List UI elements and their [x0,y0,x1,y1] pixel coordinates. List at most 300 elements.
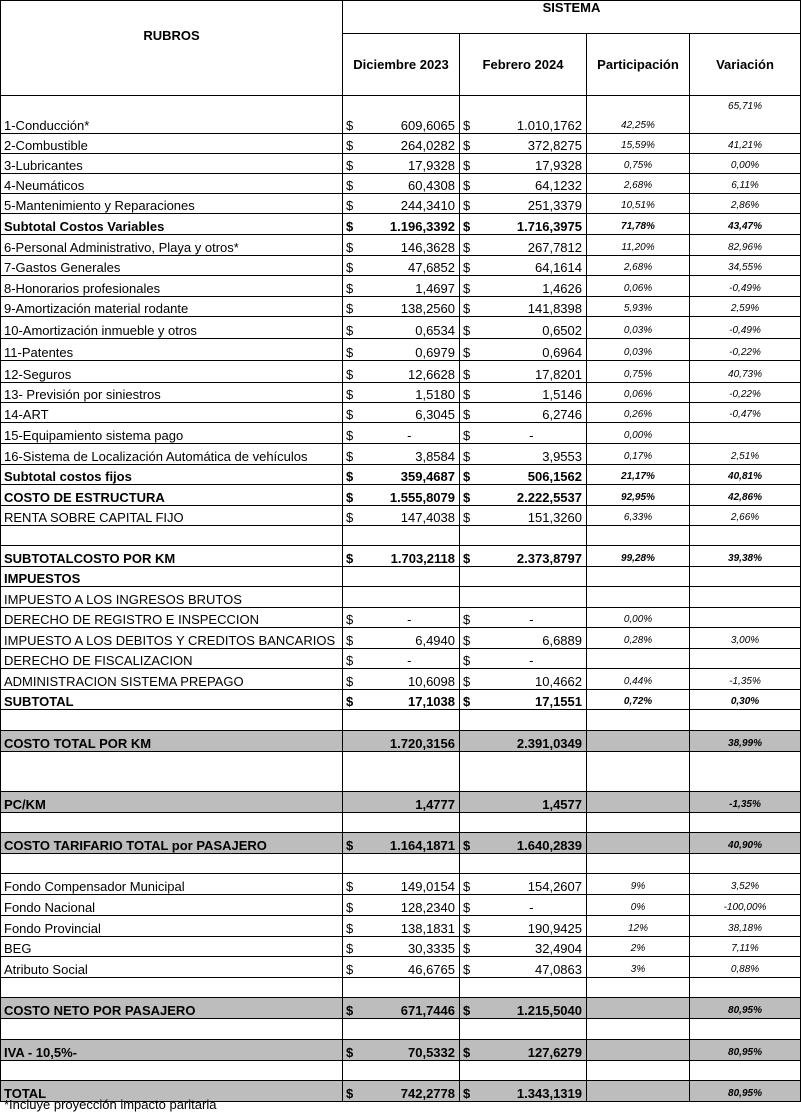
participacion-value: 5,93% [587,297,690,317]
dollar-sign: $ [343,506,360,526]
participacion-value: 0,06% [587,276,690,297]
value-feb-2024: 190,9425 [477,916,587,937]
value-feb-2024 [477,567,587,587]
value-dic-2023: 742,2778 [360,1081,460,1102]
value-dic-2023: - [360,649,460,669]
dollar-sign [460,752,477,792]
dollar-sign: $ [460,361,477,383]
participacion-value [587,567,690,587]
variacion-value [690,1061,801,1081]
table-row [1,361,801,383]
value-feb-2024: 506,1562 [477,465,587,485]
value-dic-2023: 128,2340 [360,895,460,916]
dollar-sign [343,978,360,998]
dollar-sign [343,813,360,833]
dollar-sign [460,710,477,731]
dollar-sign [460,978,477,998]
row-label: Subtotal Costos Variables [1,214,343,235]
participacion-value: 15,59% [587,134,690,154]
table-row [1,792,801,813]
participacion-value: 0,03% [587,339,690,361]
variacion-value: 39,38% [690,546,801,567]
dollar-sign: $ [460,895,477,916]
row-label: IMPUESTO A LOS INGRESOS BRUTOS [1,587,343,608]
dollar-sign: $ [343,339,360,361]
dollar-sign: $ [343,214,360,235]
variacion-value: 7,11% [690,937,801,957]
dollar-sign [343,710,360,731]
table-row [1,874,801,895]
table-row [1,194,801,214]
value-dic-2023: 70,5332 [360,1040,460,1061]
dollar-sign: $ [460,628,477,649]
variacion-value: 80,95% [690,1040,801,1061]
participacion-value: 42,25% [587,96,690,134]
row-label [1,526,343,546]
dollar-sign: $ [343,465,360,485]
value-feb-2024 [477,854,587,874]
header-diciembre-2023: Diciembre 2023 [343,34,460,96]
dollar-sign: $ [343,1040,360,1061]
table-row [1,752,801,792]
row-label: COSTO TOTAL POR KM [1,731,343,752]
participacion-value: 0% [587,895,690,916]
table-row [1,154,801,174]
value-dic-2023 [360,526,460,546]
table-row [1,235,801,256]
dollar-sign: $ [460,937,477,957]
dollar-sign: $ [343,937,360,957]
variacion-value: -0,47% [690,403,801,423]
table-row [1,813,801,833]
variacion-value: 3,52% [690,874,801,895]
variacion-value: 80,95% [690,998,801,1019]
dollar-sign: $ [343,235,360,256]
variacion-value: 65,71% [690,96,801,134]
value-dic-2023 [360,1019,460,1040]
value-feb-2024: 1,5146 [477,383,587,403]
dollar-sign: $ [343,895,360,916]
participacion-value: 2,68% [587,256,690,276]
dollar-sign: $ [460,256,477,276]
value-feb-2024: - [477,608,587,628]
value-dic-2023: 10,6098 [360,669,460,690]
header-rubros: RUBROS [1,1,343,96]
dollar-sign: $ [460,235,477,256]
table-row [1,174,801,194]
variacion-value: 40,90% [690,833,801,854]
dollar-sign: $ [343,383,360,403]
value-dic-2023: - [360,608,460,628]
variacion-value: -0,49% [690,276,801,297]
dollar-sign: $ [460,423,477,444]
row-label: DERECHO DE FISCALIZACION [1,649,343,669]
row-label: Fondo Nacional [1,895,343,916]
value-feb-2024 [477,978,587,998]
variacion-value: 2,86% [690,194,801,214]
dollar-sign: $ [343,276,360,297]
value-dic-2023: 147,4038 [360,506,460,526]
value-feb-2024 [477,1061,587,1081]
dollar-sign: $ [460,96,477,134]
value-dic-2023: 671,7446 [360,998,460,1019]
value-feb-2024: 64,1232 [477,174,587,194]
dollar-sign [460,854,477,874]
dollar-sign: $ [343,608,360,628]
dollar-sign: $ [343,444,360,465]
value-feb-2024: 6,6889 [477,628,587,649]
dollar-sign [343,1019,360,1040]
participacion-value [587,978,690,998]
value-feb-2024: 251,3379 [477,194,587,214]
row-label: 13- Previsión por siniestros [1,383,343,403]
participacion-value: 0,75% [587,154,690,174]
dollar-sign: $ [460,690,477,710]
dollar-sign: $ [343,297,360,317]
variacion-value: 34,55% [690,256,801,276]
participacion-value [587,1019,690,1040]
dollar-sign: $ [343,361,360,383]
value-dic-2023: 359,4687 [360,465,460,485]
variacion-value: 0,30% [690,690,801,710]
value-dic-2023 [360,813,460,833]
participacion-value: 0,00% [587,423,690,444]
value-feb-2024: 2.222,5537 [477,485,587,506]
table-row [1,916,801,937]
participacion-value: 0,00% [587,608,690,628]
participacion-value [587,792,690,813]
dollar-sign [460,792,477,813]
row-label: 4-Neumáticos [1,174,343,194]
variacion-value [690,710,801,731]
table-row [1,256,801,276]
table-row [1,297,801,317]
header-febrero-2024: Febrero 2024 [460,34,587,96]
dollar-sign: $ [343,423,360,444]
variacion-value [690,854,801,874]
row-label: Fondo Compensador Municipal [1,874,343,895]
participacion-value [587,1081,690,1102]
value-dic-2023: 46,6765 [360,957,460,978]
participacion-value [587,649,690,669]
variacion-value: -0,49% [690,317,801,339]
participacion-value: 71,78% [587,214,690,235]
table-row [1,854,801,874]
value-feb-2024: 1.215,5040 [477,998,587,1019]
value-feb-2024: 1.010,1762 [477,96,587,134]
row-label: 7-Gastos Generales [1,256,343,276]
variacion-value [690,1019,801,1040]
value-dic-2023: 17,9328 [360,154,460,174]
value-dic-2023: 6,3045 [360,403,460,423]
value-feb-2024 [477,526,587,546]
header-sistema: SISTEMA [343,1,801,34]
participacion-value: 92,95% [587,485,690,506]
dollar-sign: $ [460,134,477,154]
row-label: 1-Conducción* [1,96,343,134]
row-label: RENTA SOBRE CAPITAL FIJO [1,506,343,526]
value-dic-2023 [360,752,460,792]
value-feb-2024: 1.640,2839 [477,833,587,854]
participacion-value: 11,20% [587,235,690,256]
participacion-value: 0,28% [587,628,690,649]
value-feb-2024: - [477,423,587,444]
dollar-sign: $ [460,339,477,361]
dollar-sign: $ [460,957,477,978]
dollar-sign: $ [343,485,360,506]
value-feb-2024: 0,6964 [477,339,587,361]
row-label: PC/KM [1,792,343,813]
dollar-sign: $ [343,649,360,669]
value-dic-2023: 609,6065 [360,96,460,134]
variacion-value: -0,22% [690,383,801,403]
dollar-sign [343,1061,360,1081]
table-row [1,937,801,957]
value-dic-2023: 17,1038 [360,690,460,710]
row-label: SUBTOTALCOSTO POR KM [1,546,343,567]
row-label: BEG [1,937,343,957]
row-label: 10-Amortización inmueble y otros [1,317,343,339]
table-row [1,628,801,649]
table-row [1,276,801,297]
row-label [1,1061,343,1081]
variacion-value [690,526,801,546]
dollar-sign: $ [343,957,360,978]
header-variacion: Variación [690,34,801,96]
value-feb-2024: 151,3260 [477,506,587,526]
value-dic-2023: 1.196,3392 [360,214,460,235]
value-dic-2023: - [360,423,460,444]
participacion-value [587,833,690,854]
table-row [1,608,801,628]
variacion-value: 40,81% [690,465,801,485]
table-row [1,546,801,567]
table-row [1,731,801,752]
dollar-sign: $ [460,154,477,174]
dollar-sign: $ [343,916,360,937]
participacion-value: 6,33% [587,506,690,526]
row-label [1,813,343,833]
table-row [1,1061,801,1081]
row-label: 6-Personal Administrativo, Playa y otros* [1,235,343,256]
participacion-value: 2% [587,937,690,957]
variacion-value: 41,21% [690,134,801,154]
dollar-sign: $ [460,174,477,194]
dollar-sign: $ [343,669,360,690]
participacion-value [587,587,690,608]
value-feb-2024: 17,9328 [477,154,587,174]
row-label: 12-Seguros [1,361,343,383]
row-label: IVA - 10,5%- [1,1040,343,1061]
dollar-sign [460,567,477,587]
table-row [1,895,801,916]
row-label [1,1019,343,1040]
value-dic-2023: 1.555,8079 [360,485,460,506]
dollar-sign: $ [460,1040,477,1061]
dollar-sign: $ [460,465,477,485]
value-dic-2023: 0,6979 [360,339,460,361]
value-feb-2024: 47,0863 [477,957,587,978]
value-feb-2024: 267,7812 [477,235,587,256]
table-row [1,526,801,546]
dollar-sign: $ [343,154,360,174]
dollar-sign: $ [343,690,360,710]
value-dic-2023: 30,3335 [360,937,460,957]
variacion-value: 2,59% [690,297,801,317]
dollar-sign: $ [343,96,360,134]
value-feb-2024: 17,1551 [477,690,587,710]
row-label: 8-Honorarios profesionales [1,276,343,297]
dollar-sign: $ [460,383,477,403]
value-feb-2024: 141,8398 [477,297,587,317]
value-dic-2023: 138,1831 [360,916,460,937]
dollar-sign: $ [460,444,477,465]
value-dic-2023 [360,587,460,608]
variacion-value [690,423,801,444]
value-dic-2023: 12,6628 [360,361,460,383]
table-row [1,506,801,526]
dollar-sign: $ [343,256,360,276]
table-row [1,978,801,998]
dollar-sign [343,752,360,792]
variacion-value: 3,00% [690,628,801,649]
participacion-value: 0,26% [587,403,690,423]
row-label: 16-Sistema de Localización Automática de vehículos [1,444,343,465]
value-feb-2024: 6,2746 [477,403,587,423]
variacion-value: 38,18% [690,916,801,937]
value-dic-2023: 149,0154 [360,874,460,895]
value-feb-2024 [477,752,587,792]
variacion-value: 2,66% [690,506,801,526]
table-row [1,485,801,506]
dollar-sign: $ [460,608,477,628]
value-feb-2024 [477,1019,587,1040]
value-dic-2023 [360,710,460,731]
row-label [1,854,343,874]
dollar-sign: $ [343,546,360,567]
row-label: COSTO TARIFARIO TOTAL por PASAJERO [1,833,343,854]
table-row [1,1040,801,1061]
value-feb-2024 [477,710,587,731]
value-dic-2023 [360,567,460,587]
value-feb-2024: 372,8275 [477,134,587,154]
variacion-value: -100,00% [690,895,801,916]
variacion-value: 40,73% [690,361,801,383]
participacion-value: 0,75% [587,361,690,383]
value-dic-2023: 1,5180 [360,383,460,403]
participacion-value [587,731,690,752]
dollar-sign: $ [343,403,360,423]
participacion-value [587,526,690,546]
value-feb-2024: 0,6502 [477,317,587,339]
table-row [1,1019,801,1040]
variacion-value [690,649,801,669]
row-label: Fondo Provincial [1,916,343,937]
value-feb-2024 [477,587,587,608]
variacion-value: -1,35% [690,792,801,813]
dollar-sign [343,587,360,608]
value-dic-2023: 47,6852 [360,256,460,276]
table-row [1,567,801,587]
table-row [1,214,801,235]
value-feb-2024: 10,4662 [477,669,587,690]
dollar-sign [460,1019,477,1040]
value-feb-2024 [477,813,587,833]
row-label: 14-ART [1,403,343,423]
value-feb-2024: 3,9553 [477,444,587,465]
row-label: 15-Equipamiento sistema pago [1,423,343,444]
value-dic-2023: 0,6534 [360,317,460,339]
table-body [1,96,801,1102]
value-dic-2023: 1,4777 [360,792,460,813]
value-dic-2023: 60,4308 [360,174,460,194]
variacion-value: 42,86% [690,485,801,506]
dollar-sign: $ [460,214,477,235]
dollar-sign: $ [460,317,477,339]
value-feb-2024: 2.373,8797 [477,546,587,567]
variacion-value: -0,22% [690,339,801,361]
participacion-value: 99,28% [587,546,690,567]
table-row [1,403,801,423]
row-label: 11-Patentes [1,339,343,361]
participacion-value [587,752,690,792]
value-dic-2023 [360,1061,460,1081]
variacion-value: -1,35% [690,669,801,690]
table-row [1,423,801,444]
table-row [1,669,801,690]
participacion-value [587,813,690,833]
dollar-sign [343,526,360,546]
variacion-value [690,813,801,833]
row-label: IMPUESTOS [1,567,343,587]
value-feb-2024: 2.391,0349 [477,731,587,752]
row-label: IMPUESTO A LOS DEBITOS Y CREDITOS BANCARIOS [1,628,343,649]
dollar-sign: $ [460,998,477,1019]
row-label: Atributo Social [1,957,343,978]
table-row [1,339,801,361]
variacion-value: 43,47% [690,214,801,235]
participacion-value: 21,17% [587,465,690,485]
value-dic-2023: 1.164,1871 [360,833,460,854]
dollar-sign [460,587,477,608]
dollar-sign [343,731,360,752]
dollar-sign: $ [460,1081,477,1102]
variacion-value: 80,95% [690,1081,801,1102]
table-row [1,710,801,731]
dollar-sign: $ [460,276,477,297]
variacion-value [690,587,801,608]
row-label [1,752,343,792]
variacion-value: 0,00% [690,154,801,174]
value-dic-2023: 264,0282 [360,134,460,154]
dollar-sign [343,792,360,813]
table-row [1,96,801,134]
table-row [1,587,801,608]
dollar-sign: $ [343,134,360,154]
dollar-sign: $ [460,874,477,895]
row-label: 5-Mantenimiento y Reparaciones [1,194,343,214]
header-participacion: Participación [587,34,690,96]
variacion-value: 82,96% [690,235,801,256]
value-feb-2024: 154,2607 [477,874,587,895]
value-dic-2023: 3,8584 [360,444,460,465]
value-feb-2024: 1,4626 [477,276,587,297]
table-row [1,317,801,339]
row-label: COSTO NETO POR PASAJERO [1,998,343,1019]
value-feb-2024: 1.716,3975 [477,214,587,235]
dollar-sign: $ [343,1081,360,1102]
dollar-sign: $ [460,546,477,567]
